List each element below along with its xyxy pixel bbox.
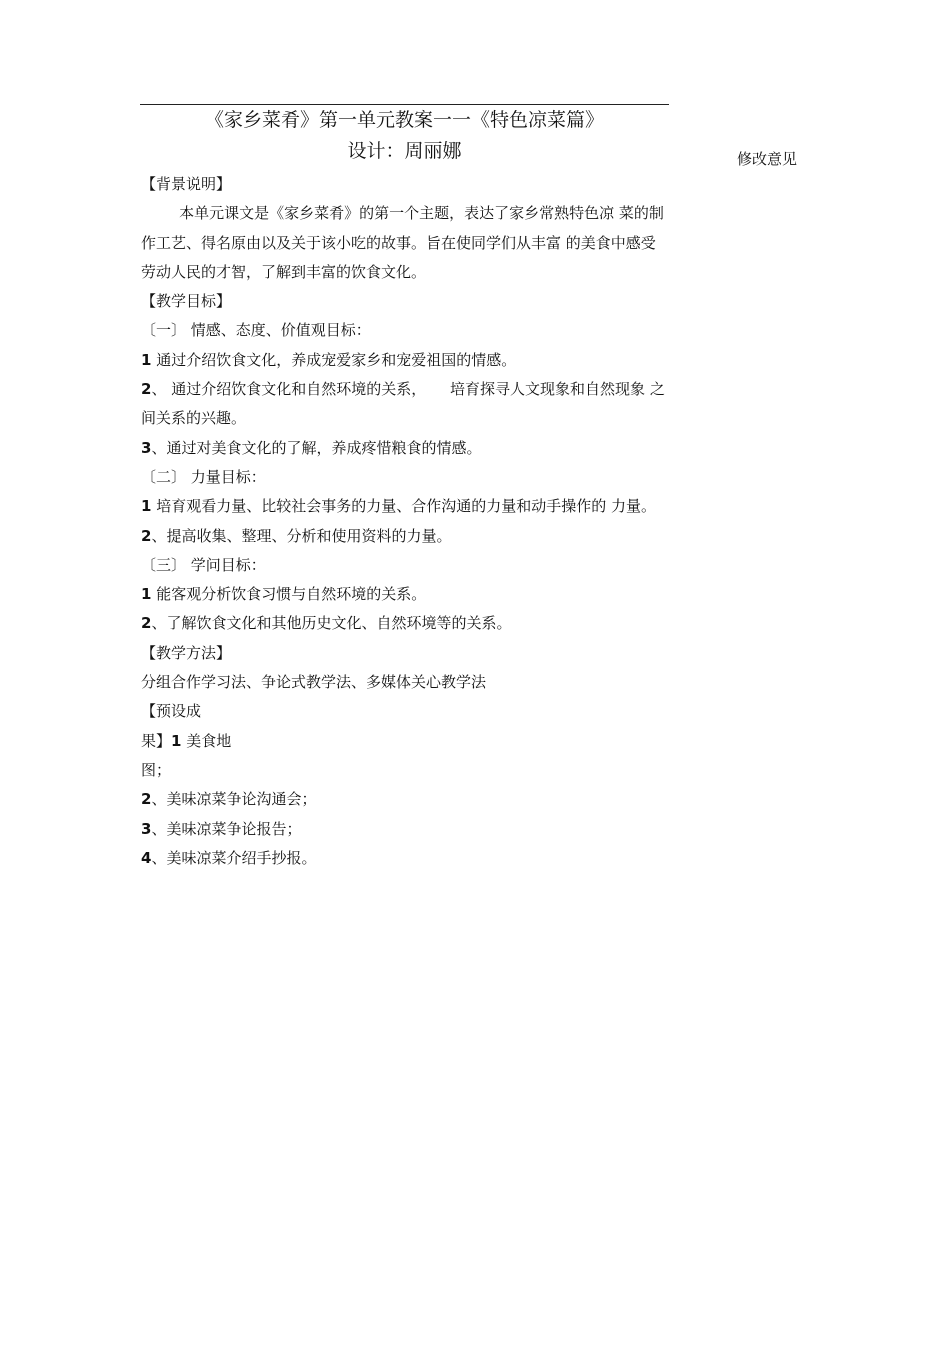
line-text: 能客观分析饮食习惯与自然环境的关系。: [151, 585, 427, 604]
line-text: 〔二〕 力量目标：: [141, 467, 266, 486]
line-number: 1: [171, 731, 182, 750]
line-text: 分组合作学习法、争论式教学法、多媒体关心教学法: [141, 673, 487, 692]
body-line: [141, 727, 661, 756]
line-number: 3: [141, 819, 152, 838]
line-text: 间关系的兴趣。: [141, 409, 247, 428]
line-text: 、通过对美食文化的了解，养成疼惜粮食的情感。: [151, 438, 482, 457]
margin-note: 修改意见: [737, 150, 798, 168]
line-text: 、美味凉菜介绍手抄报。: [151, 848, 317, 867]
line-text: 【教学方法】: [141, 643, 232, 662]
body-line: [141, 434, 661, 463]
line-number: 3: [141, 438, 152, 457]
line-number: 1: [141, 585, 152, 604]
body-line: [141, 785, 661, 814]
line-text: 通过介绍饮食文化，养成宠爱家乡和宠爱祖国的情感。: [151, 350, 517, 369]
body-line: [141, 375, 665, 404]
line-number: 2: [141, 526, 152, 545]
body-line: [141, 551, 661, 580]
header-rule: [140, 104, 669, 105]
body-line: [141, 404, 661, 433]
line-number: 2: [141, 790, 152, 809]
line-text: 、提高收集、整理、分析和使用资料的力量。: [151, 526, 452, 545]
body-line: [141, 492, 661, 521]
body-line: [141, 844, 661, 873]
line-text: 劳动人民的才智，了解到丰富的饮食文化。: [141, 262, 427, 281]
body-line: [141, 697, 661, 726]
doc-author: 设计：周丽娜: [347, 140, 462, 162]
body-line: [141, 229, 661, 258]
line-number: 1: [141, 497, 152, 516]
body-line: [141, 639, 661, 668]
body-line: [141, 199, 664, 228]
line-text: 美食地: [181, 731, 232, 750]
line-number: 1: [141, 350, 152, 369]
doc-body: [141, 170, 665, 873]
body-line: [141, 668, 661, 697]
body-line: [141, 346, 661, 375]
line-text: 、美味凉菜争论沟通会；: [151, 790, 317, 809]
body-line: [141, 756, 661, 785]
body-line: [141, 522, 661, 551]
body-line: [141, 316, 661, 345]
line-text: 、 通过介绍饮食文化和自然环境的关系， 培育探寻人文现象和自然现象 之: [151, 380, 665, 399]
line-text: 图；: [141, 760, 172, 779]
line-text: 【背景说明】: [141, 175, 232, 193]
line-number: 4: [141, 848, 152, 867]
line-text: 〔三〕 学问目标：: [141, 555, 266, 574]
doc-title: 《家乡菜肴》第一单元教案一一《特色凉菜篇》: [204, 109, 604, 131]
line-text: 果】: [141, 731, 172, 750]
body-line: [141, 287, 661, 316]
line-text: 作工艺、得名原由以及关于该小吃的故事。旨在使同学们从丰富 的美食中感受: [141, 233, 656, 252]
line-number: 2: [141, 614, 152, 633]
line-number: 2: [141, 380, 152, 399]
line-text: 〔一〕 情感、态度、价值观目标：: [141, 321, 371, 340]
line-text: 培育观看力量、比较社会事务的力量、合作沟通的力量和动手操作的 力量。: [151, 497, 656, 516]
body-line: [141, 580, 661, 609]
body-line: [141, 609, 661, 638]
body-line: [141, 258, 661, 287]
line-text: 、美味凉菜争论报告；: [151, 819, 302, 838]
body-line: [141, 463, 661, 492]
body-line: [141, 170, 661, 199]
line-text: 本单元课文是《家乡菜肴》的第一个主题，表达了家乡常熟特色凉 菜的制: [141, 204, 664, 223]
line-text: 【预设成: [141, 702, 202, 721]
body-line: [141, 815, 661, 844]
line-text: 、了解饮食文化和其他历史文化、自然环境等的关系。: [151, 614, 512, 633]
line-text: 【教学目标】: [141, 292, 232, 311]
